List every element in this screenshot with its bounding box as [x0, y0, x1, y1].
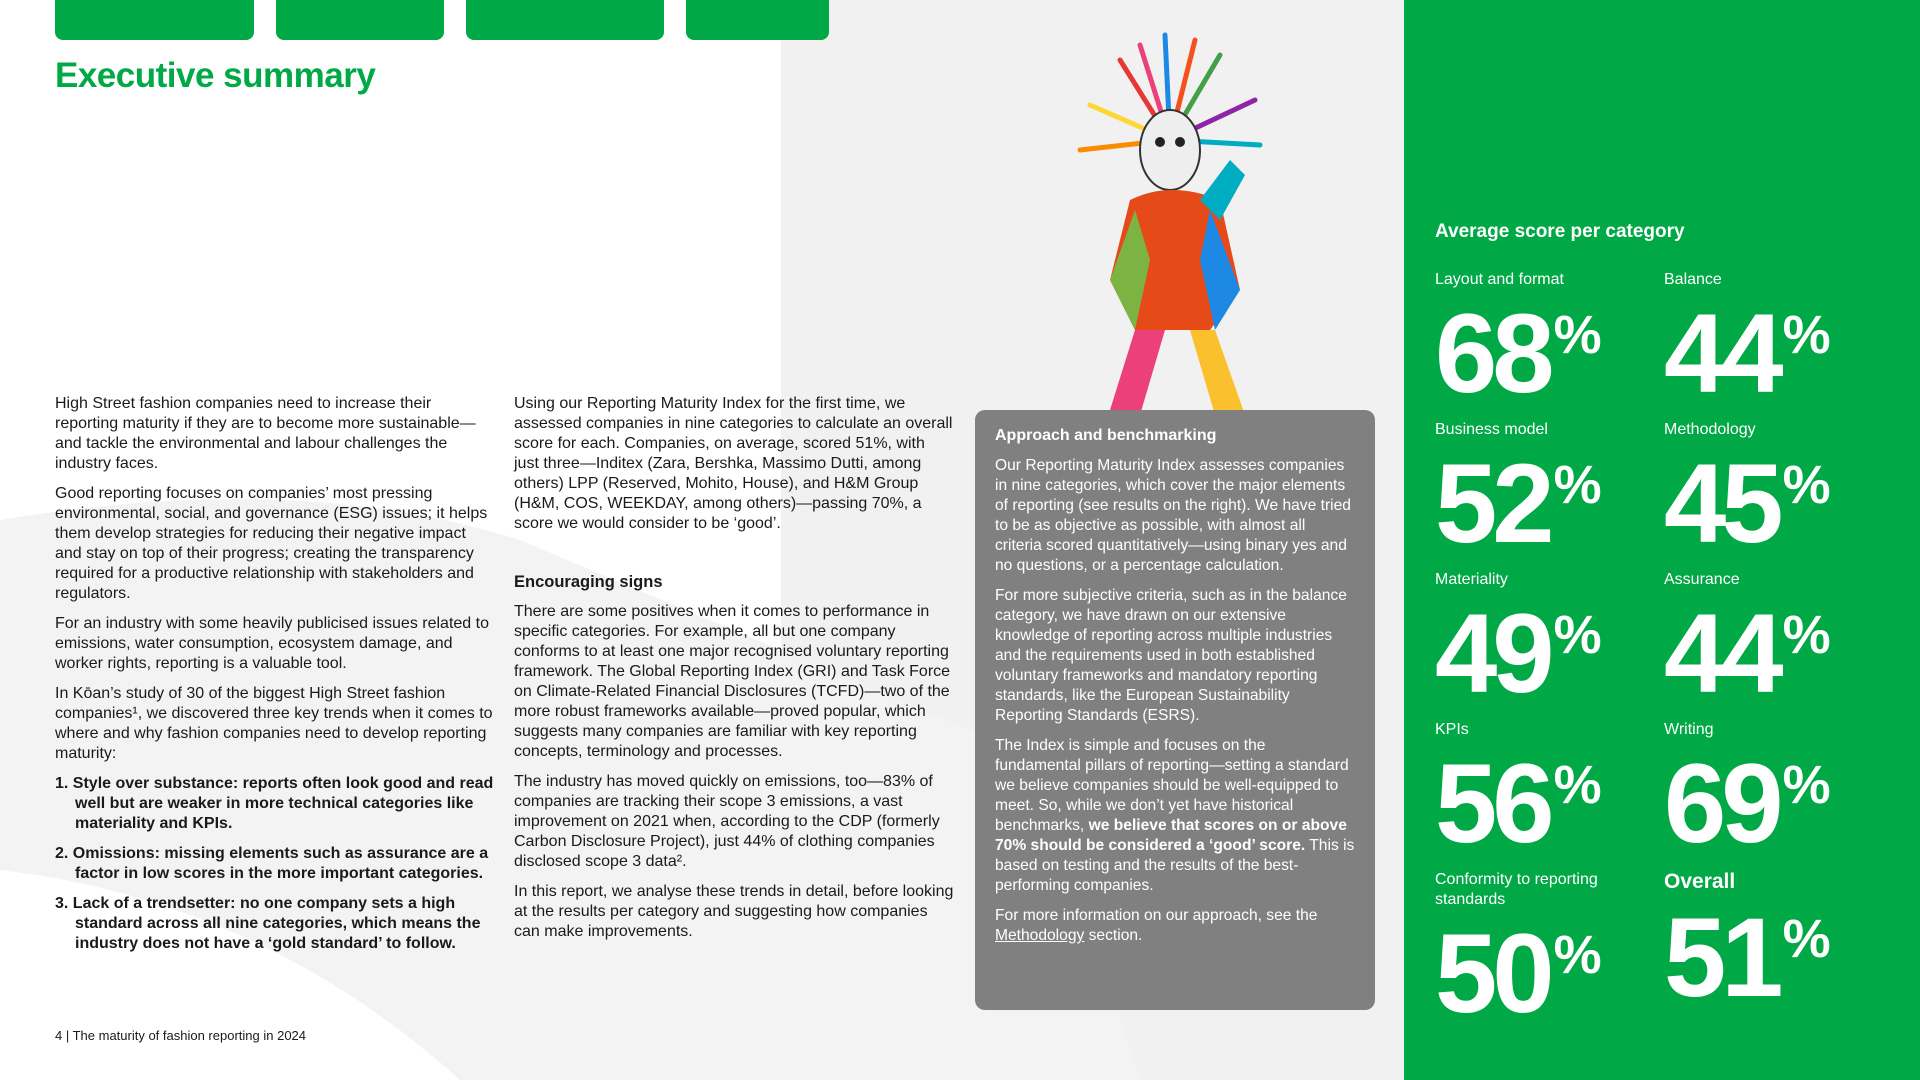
- list-item: 3. Lack of a trendsetter: no one company sets a high standard across all nine categories, which means the industry does not have a ‘gold standard’ to follow.: [55, 895, 481, 952]
- text: This is based on testing and the results of the best-performing companies.: [995, 837, 1355, 894]
- score-value: [1664, 290, 1894, 419]
- score-number: 52: [1435, 441, 1550, 566]
- paragraph: For more subjective criteria, such as in the balance category, we have drawn on our extensive knowledge of reporting across multiple industries and the requirements used in both established voluntary frameworks and mandatory reporting standards, like the European Sustainability Reporting Standards (ESRS).: [995, 587, 1347, 724]
- score-number: 44: [1664, 291, 1779, 416]
- score-label: Writing: [1664, 721, 1714, 738]
- score-assurance: [1664, 570, 1894, 719]
- paragraph: Our Reporting Maturity Index assesses companies in nine categories, which cover the major elements of reporting (see results on the right). We have tried to be as objective as possible, with almost all criteria scored quantitatively—using binary yes and no questions, or a percentage calculation.: [995, 457, 1351, 574]
- score-value: [1664, 440, 1894, 569]
- score-label: Balance: [1664, 271, 1722, 288]
- score-number: 68: [1435, 291, 1550, 416]
- score-label: Conformity to reporting standards: [1435, 871, 1598, 908]
- text: For more information on our approach, see the: [995, 907, 1318, 924]
- percent-sign: %: [1782, 455, 1831, 515]
- score-label: Layout and format: [1435, 271, 1564, 288]
- nav-tab-3[interactable]: [466, 0, 664, 40]
- score-value: [1435, 740, 1665, 869]
- list-item: 2. Omissions: missing elements such as assurance are a factor in low scores in the more important categories.: [55, 845, 489, 882]
- score-number: 49: [1435, 591, 1550, 716]
- percent-sign: %: [1782, 909, 1831, 969]
- score-number: 45: [1664, 441, 1779, 566]
- paragraph: There are some positives when it comes to performance in specific categories. For example, all but one company conforms to at least one major recognised voluntary reporting framework. The Global Reporting Index (GRI) and Task Force on Climate-Related Financial Disclosures (TCFD)—two of the more robust frameworks available—proved popular, which suggests many companies are familiar with key reporting concepts, terminology and processes.: [514, 603, 951, 760]
- approach-benchmarking-box: [975, 410, 1375, 1010]
- paragraph: Good reporting focuses on companies’ most pressing environmental, social, and governance (ESG) issues; it helps them develop strategies for reducing their negative impact and stay on top of their progress; creating the transparency required for a productive relationship with stakeholders and regulators.: [55, 485, 488, 602]
- text: The Index is simple and focuses on the fundamental pillars of reporting—setting a standard we believe companies should be well-equipped to meet. So, while we don’t yet have historical benchmarks,: [995, 737, 1349, 834]
- text: section.: [1084, 927, 1143, 944]
- paragraph: [995, 906, 1355, 946]
- paragraph: In this report, we analyse these trends in detail, before looking at the results per category and suggesting how companies can make improvements.: [514, 883, 954, 940]
- section-heading: Encouraging signs: [514, 573, 663, 591]
- score-business-model: [1435, 420, 1665, 569]
- score-label: Methodology: [1664, 421, 1756, 438]
- box-heading: Approach and benchmarking: [995, 427, 1217, 444]
- score-number: 44: [1664, 591, 1779, 716]
- score-label: Overall: [1664, 870, 1736, 893]
- score-layout-and-format: [1435, 270, 1665, 419]
- paragraph: Using our Reporting Maturity Index for the first time, we assessed companies in nine categories to calculate an overall score for each. Companies, on average, scored 51%, with just three—Inditex (Zara, Bershka, Massimo Dutti, among others) LPP (Reserved, Mohito, House), and H&M Group (H&M, COS, WEEKDAY, among others)—passing 70%, a score we would consider to be ‘good’.: [514, 395, 953, 532]
- key-trends-list: [55, 774, 495, 954]
- score-conformity-to-reporting-standards: [1435, 870, 1665, 1039]
- score-value: [1664, 740, 1894, 869]
- percent-sign: %: [1782, 605, 1831, 665]
- nav-tab-1[interactable]: [55, 0, 254, 40]
- percent-sign: %: [1782, 305, 1831, 365]
- score-number: 56: [1435, 741, 1550, 866]
- score-value: [1435, 910, 1665, 1039]
- score-number: 50: [1435, 911, 1550, 1036]
- score-value: [1664, 894, 1894, 1023]
- emphasis-text: we believe that scores on or above 70% should be considered a ‘good’ score.: [995, 817, 1347, 854]
- score-value: [1435, 290, 1665, 419]
- page-footer: 4 | The maturity of fashion reporting in 2024: [55, 1028, 307, 1043]
- paragraph: For an industry with some heavily publicised issues related to emissions, water consumption, ecosystem damage, and worker rights, reporting is a valuable tool.: [55, 615, 489, 672]
- score-writing: [1664, 720, 1894, 869]
- percent-sign: %: [1553, 755, 1602, 815]
- methodology-link[interactable]: Methodology: [995, 927, 1085, 944]
- percent-sign: %: [1553, 455, 1602, 515]
- score-value: [1435, 440, 1665, 569]
- paragraph: In Kōan’s study of 30 of the biggest High Street fashion companies¹, we discovered three key trends when it comes to where and why fashion companies need to develop reporting maturity:: [55, 685, 493, 762]
- score-overall: [1664, 870, 1894, 1023]
- score-kpis: [1435, 720, 1665, 869]
- score-label: Assurance: [1664, 571, 1740, 588]
- paragraph: [995, 736, 1355, 896]
- nav-tab-4[interactable]: [686, 0, 829, 40]
- percent-sign: %: [1553, 605, 1602, 665]
- paragraph: High Street fashion companies need to increase their reporting maturity if they are to become more sustainable—and tackle the environmental and labour challenges the industry faces.: [55, 395, 476, 472]
- percent-sign: %: [1553, 305, 1602, 365]
- scores-heading: Average score per category: [1435, 221, 1685, 242]
- score-value: [1664, 590, 1894, 719]
- column-middle: [514, 394, 954, 952]
- score-label: Business model: [1435, 421, 1548, 438]
- score-materiality: [1435, 570, 1665, 719]
- score-methodology: [1664, 420, 1894, 569]
- nav-tab-2[interactable]: [276, 0, 444, 40]
- score-label: KPIs: [1435, 721, 1469, 738]
- scores-panel: [1404, 0, 1920, 1080]
- list-item: 1. Style over substance: reports often look good and read well but are weaker in more technical categories like materiality and KPIs.: [55, 775, 494, 832]
- percent-sign: %: [1553, 925, 1602, 985]
- percent-sign: %: [1782, 755, 1831, 815]
- score-label: Materiality: [1435, 571, 1508, 588]
- fashion-figure-image: [1040, 30, 1300, 440]
- score-balance: [1664, 270, 1894, 419]
- score-value: [1435, 590, 1665, 719]
- paragraph: The industry has moved quickly on emissions, too—83% of companies are tracking their scope 3 emissions, a vast improvement on 2021 when, according to the CDP (formerly Carbon Disclosure Project), just 44% of clothing companies disclosed scope 3 data².: [514, 773, 940, 870]
- column-left: [55, 394, 495, 964]
- page-title: Executive summary: [55, 56, 376, 95]
- score-number: 69: [1664, 741, 1779, 866]
- score-number: 51: [1664, 895, 1779, 1020]
